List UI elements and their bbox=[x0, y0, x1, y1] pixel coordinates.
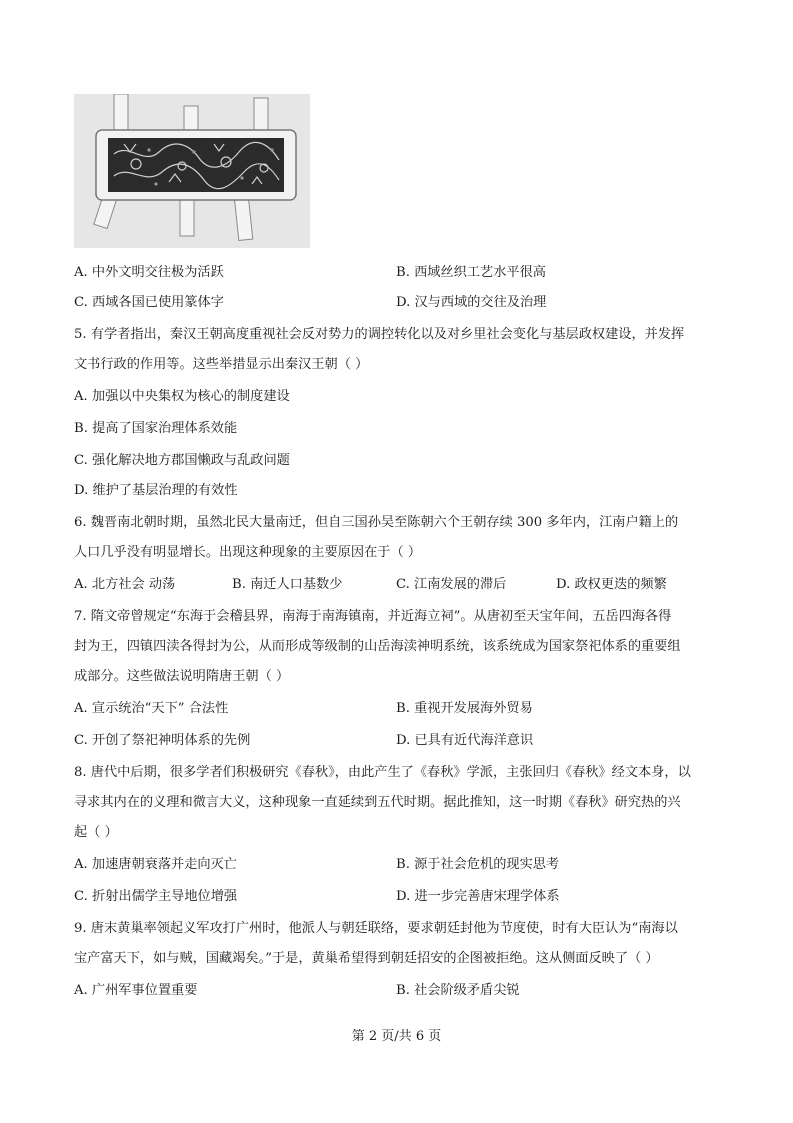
q7-option-b: B. 重视开发展海外贸易 bbox=[396, 701, 533, 716]
q9-option-a: A. 广州军事位置重要 bbox=[74, 983, 198, 998]
q9-stem-line2: 宝产富天下，如与贼，国藏竭矣。”于是，黄巢希望得到朝廷招安的企图被拒绝。这从侧面反映了（ ） bbox=[74, 951, 659, 966]
textile-artifact-illustration bbox=[74, 94, 310, 248]
q5-option-d: D. 维护了基层治理的有效性 bbox=[74, 483, 238, 498]
q8-option-d: D. 进一步完善唐宋理学体系 bbox=[396, 889, 560, 904]
q5-option-a: A. 加强以中央集权为核心的制度建设 bbox=[74, 389, 290, 404]
q6-option-c: C. 江南发展的滞后 bbox=[396, 577, 507, 592]
page-number-footer: 第 2 页/共 6 页 bbox=[351, 1029, 442, 1044]
q4-option-c: C. 西域各国已使用篆体字 bbox=[74, 295, 224, 310]
q7-stem-line3: 成部分。这些做法说明隋唐王朝（ ） bbox=[74, 669, 290, 684]
q5-option-b: B. 提高了国家治理体系效能 bbox=[74, 421, 238, 436]
q6-option-a: A. 北方社会 动荡 bbox=[74, 577, 176, 592]
q9-option-b: B. 社会阶级矛盾尖锐 bbox=[396, 983, 520, 998]
q6-option-b: B. 南迁人口基数少 bbox=[232, 577, 343, 592]
q9-stem-line1: 9. 唐末黄巢率领起义军攻打广州时，他派人与朝廷联络，要求朝廷封他为节度使，时有大臣认为“南海以 bbox=[74, 921, 678, 936]
q6-stem-line1: 6. 魏晋南北朝时期，虽然北民大量南迁，但自三国孙吴至陈朝六个王朝存续 300 多年内，江南户籍上的 bbox=[74, 515, 679, 530]
q7-option-d: D. 已具有近代海洋意识 bbox=[396, 733, 534, 748]
q8-option-a: A. 加速唐朝衰落并走向灭亡 bbox=[74, 857, 237, 872]
q5-option-c: C. 强化解决地方郡国懒政与乱政问题 bbox=[74, 453, 290, 468]
q8-stem-line3: 起（ ） bbox=[74, 825, 118, 840]
q8-stem-line1: 8. 唐代中后期，很多学者们积极研究《春秋》，由此产生了《春秋》学派，主张回归《春秋》经文本身，以 bbox=[74, 765, 691, 780]
q8-stem-line2: 寻求其内在的义理和微言大义，这种现象一直延续到五代时期。据此推知，这一时期《春秋》研究热的兴 bbox=[74, 795, 681, 810]
q6-option-d: D. 政权更迭的频繁 bbox=[556, 577, 667, 592]
q5-stem-line1: 5. 有学者指出，秦汉王朝高度重视社会反对势力的调控转化以及对乡里社会变化与基层政权建设，并发挥 bbox=[74, 327, 685, 342]
q7-option-c: C. 开创了祭祀神明体系的先例 bbox=[74, 733, 251, 748]
q8-option-c: C. 折射出儒学主导地位增强 bbox=[74, 889, 238, 904]
textile-artifact-image bbox=[74, 94, 310, 248]
q6-stem-line2: 人口几乎没有明显增长。出现这种现象的主要原因在于（ ） bbox=[74, 545, 422, 560]
q7-option-a: A. 宣示统治“天下” 合法性 bbox=[74, 701, 229, 716]
q7-stem-line2: 封为王，四镇四渎各得封为公，从而形成等级制的山岳海渎神明系统，该系统成为国家祭祀体系的重要组 bbox=[74, 639, 681, 654]
q7-stem-line1: 7. 隋文帝曾规定“东海于会稽县界，南海于南海镇南，并近海立祠”。从唐初至天宝年间，五岳四海各得 bbox=[74, 609, 672, 624]
q4-option-a: A. 中外文明交往极为活跃 bbox=[74, 265, 224, 280]
q4-option-d: D. 汉与西域的交往及治理 bbox=[396, 295, 547, 310]
q5-stem-line2: 文书行政的作用等。这些举措显示出秦汉王朝（ ） bbox=[74, 357, 369, 372]
q8-option-b: B. 源于社会危机的现实思考 bbox=[396, 857, 560, 872]
q4-option-b: B. 西域丝织工艺水平很高 bbox=[396, 265, 546, 280]
